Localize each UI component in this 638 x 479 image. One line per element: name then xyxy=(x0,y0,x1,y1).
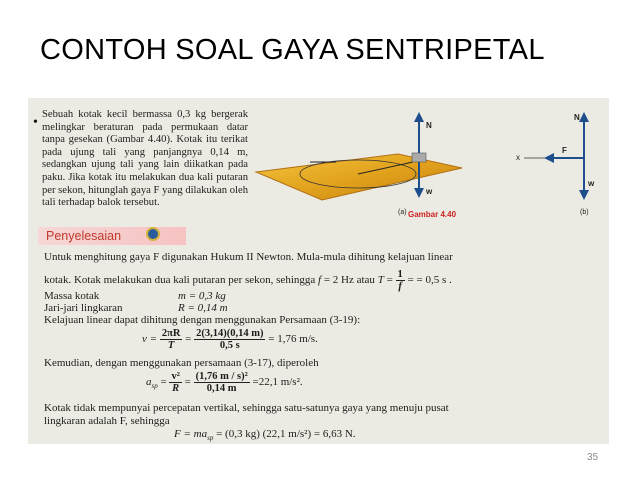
solution-icon xyxy=(146,227,160,241)
conclusion-line-1: Kotak tidak mempunyai percepatan vertikal, sehingga satu-satunya gaya yang menuju pusat xyxy=(44,402,449,414)
scanned-textbook-page xyxy=(28,98,609,444)
figure-4-40 xyxy=(248,104,600,224)
label-f: F xyxy=(562,146,567,155)
slide-number: 35 xyxy=(587,452,599,463)
label-b: (b) xyxy=(580,209,589,216)
acc-intro: Kemudian, dengan menggunakan persamaan (3-17), diperoleh xyxy=(44,357,319,369)
force-equation: $F = ma_{sp} = (0,3$ kg) (22,1 m/s²) = 6,63 N. xyxy=(174,428,356,443)
label-n-b: N xyxy=(574,113,580,122)
label-w-b: w xyxy=(588,179,595,188)
label-x: x xyxy=(516,153,520,162)
problem-statement: Sebuah kotak kecil bermassa 0,3 kg bergerak melingkar beraturan pada permukaan datar tanpa gesekan (Gambar 4.40). Kotak itu terikat pada ujung tali yang panjangnya 0,14 m, sedangkan ujung tali yang lain diikatkan pada paku. Jika kotak itu melakukan dua kali putaran per sekon, hitunglah gaya F yang dilakukan oleh tali terhadap balok tersebut. xyxy=(42,109,248,209)
mass-value: m = 0,3 kg xyxy=(178,290,226,302)
radius-label: Jari-jari lingkaran xyxy=(44,302,123,314)
label-w-a: w xyxy=(426,187,433,196)
solution-line-2: kotak. Kotak melakukan dua kali putaran per sekon, sehingga f = 2 Hz atau T = $\frac{1}{f}$ = = 0,5 s . xyxy=(44,269,452,292)
speed-intro: Kelajuan linear dapat dihitung dengan menggunakan Persamaan (3-19): xyxy=(44,314,361,326)
radius-value: R = 0,14 m xyxy=(178,302,228,314)
mass-label: Massa kotak xyxy=(44,290,100,302)
label-n-a: N xyxy=(426,121,432,130)
figure-caption: Gambar 4.40 xyxy=(408,210,457,219)
label-a: (a) xyxy=(398,209,407,216)
speed-equation: v = $\frac{2\pi R}{T}$ = $\frac{2(3,14)(0,14 m)}{0,5 s}$ = 1,76 m/s. xyxy=(142,328,318,351)
acc-equation: $a_{sp}$ = $\frac{\text{v²}}{R}$ = $\frac{\text{(1,76 m / s)²}}{0,14 m}$ =22,1 m/s². xyxy=(146,371,303,394)
solution-line-1: Untuk menghitung gaya F digunakan Hukum II Newton. Mula-mula dihitung kelajuan linear xyxy=(44,251,453,263)
slide-title: CONTOH SOAL GAYA SENTRIPETAL xyxy=(40,34,545,66)
solution-heading: Penyelesaian xyxy=(46,229,122,243)
box xyxy=(412,153,426,162)
conclusion-line-2: lingkaran adalah F, sehingga xyxy=(44,415,170,427)
problem-bullet: • xyxy=(33,115,38,130)
